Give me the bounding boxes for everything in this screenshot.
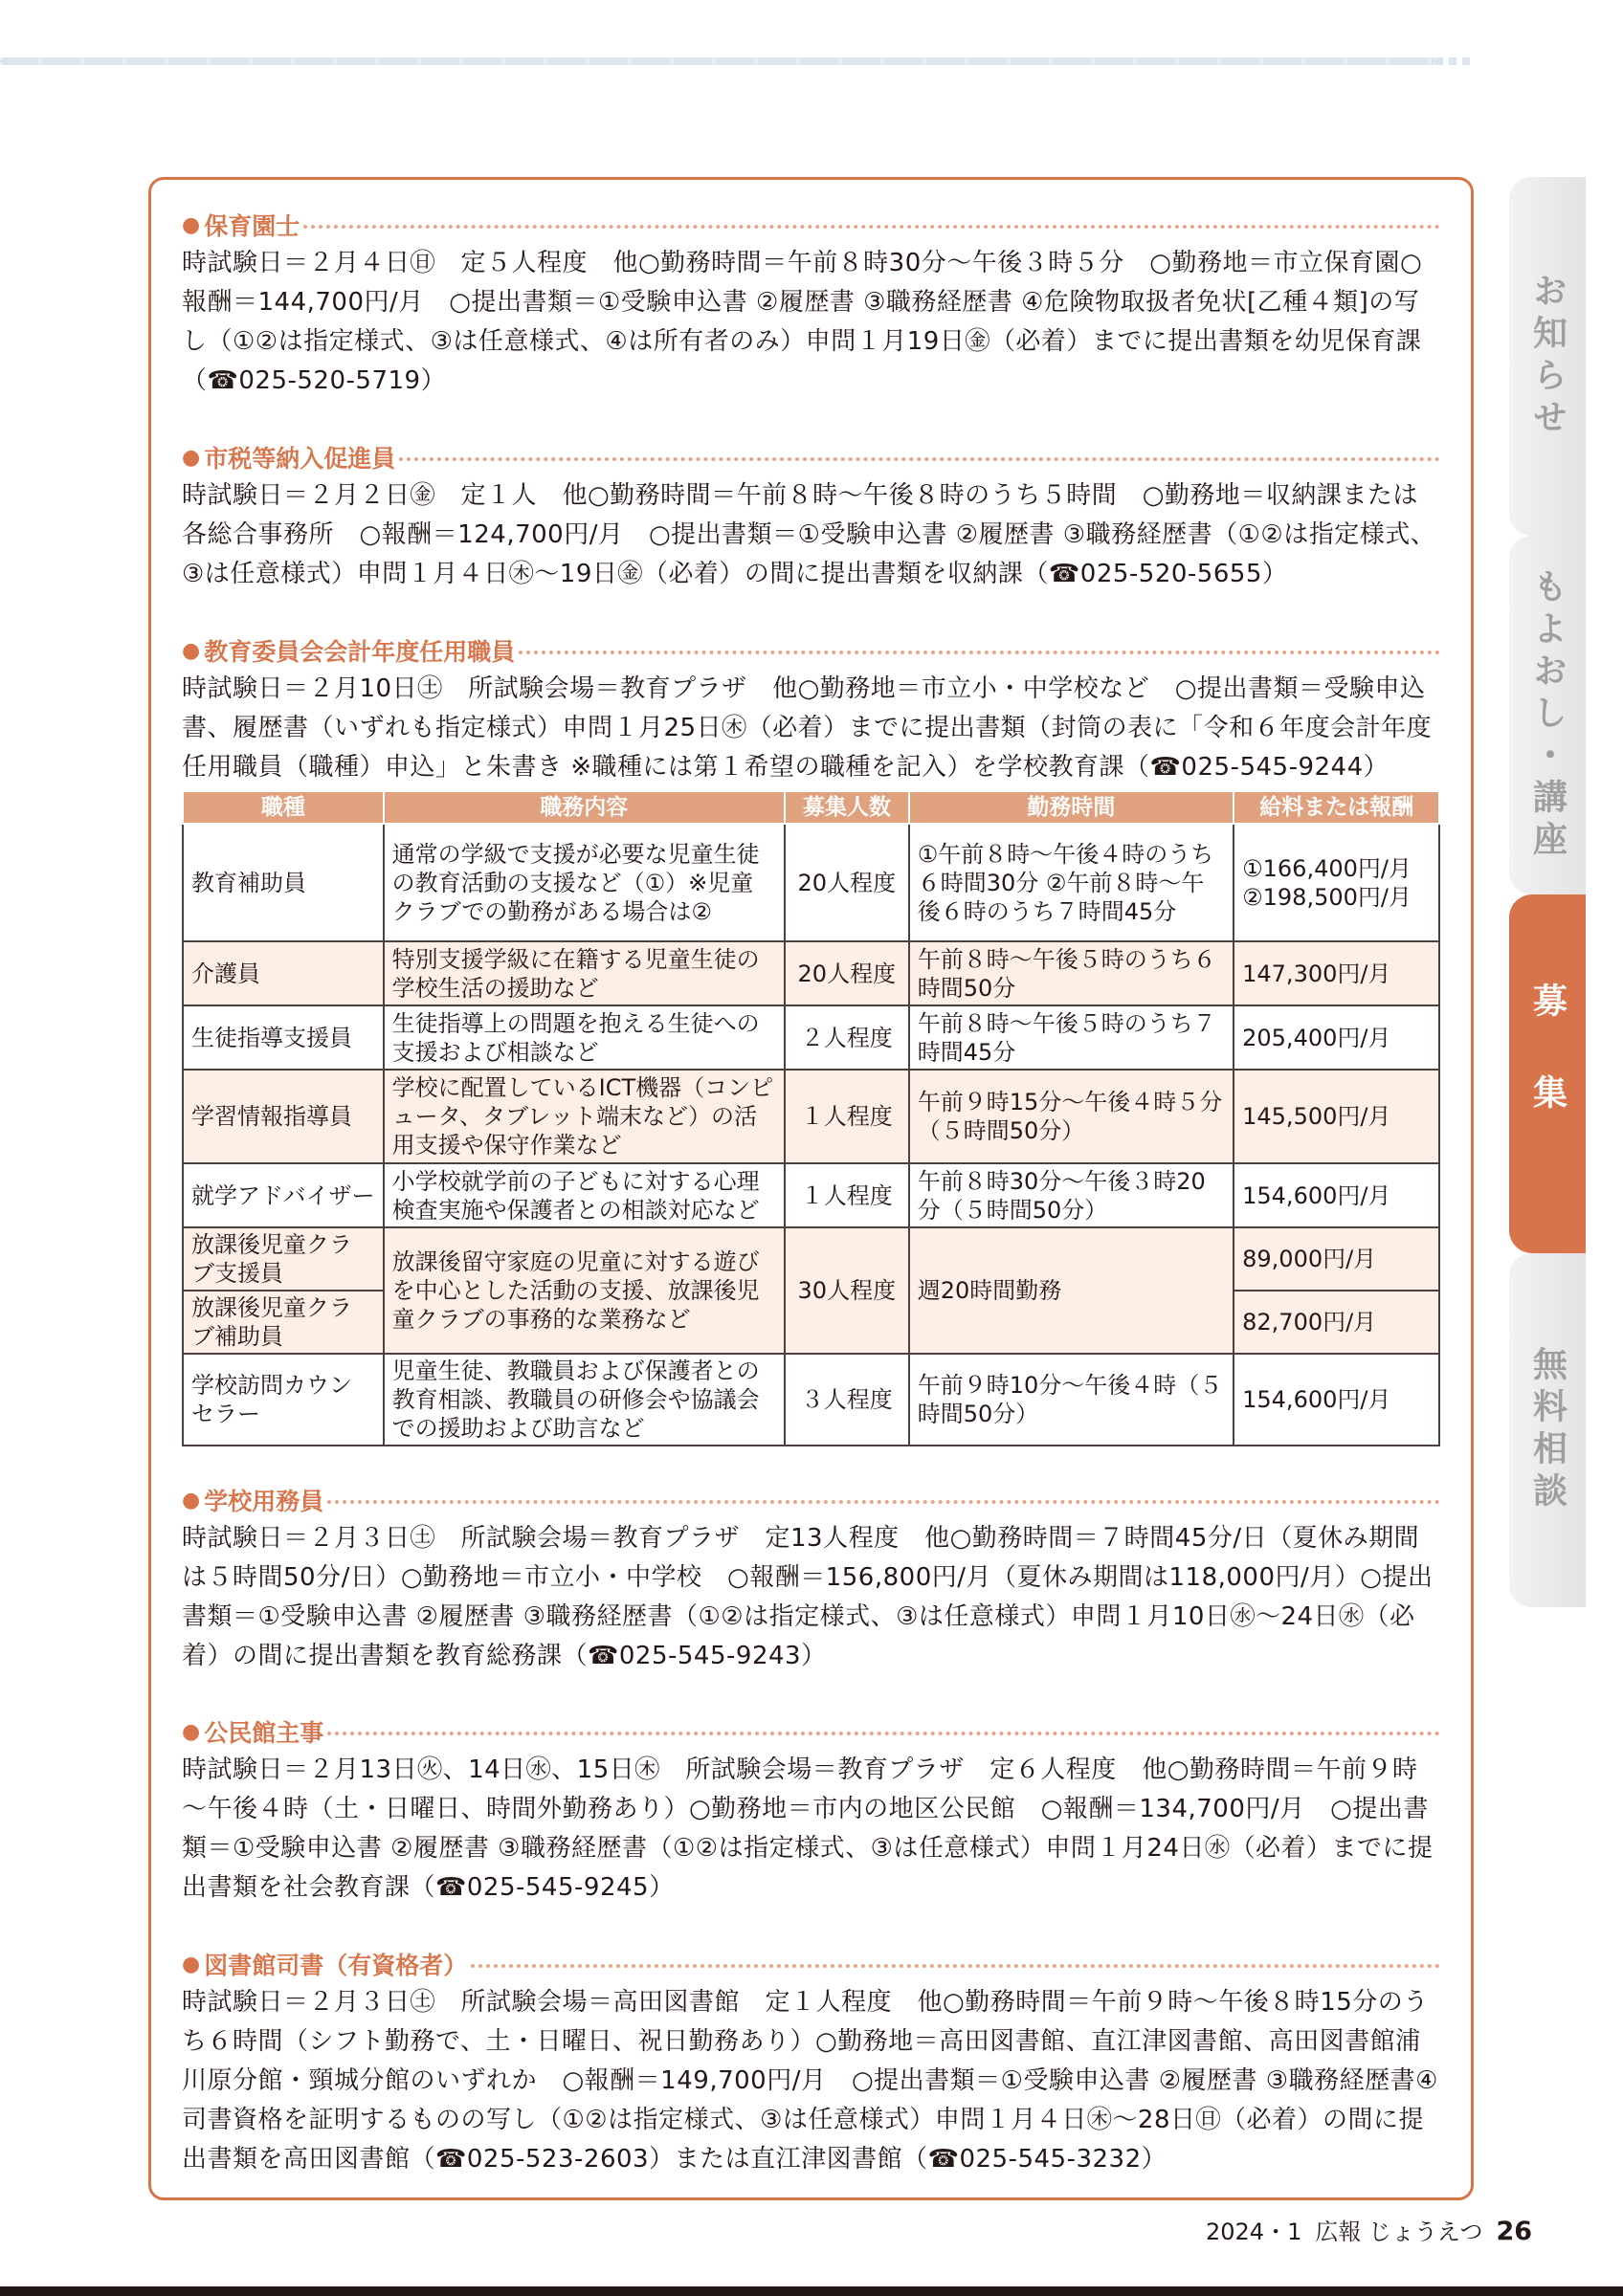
section-title: ● 教育委員会会計年度任用職員 — [182, 631, 1440, 670]
table-row: 学校訪問カウンセラー 児童生徒、教職員および保護者との教育相談、教職員の研修会や協議会での援助および助言など ３人程度 午前９時10分～午後４時（５時間50分） 154,600円/月 — [183, 1354, 1439, 1446]
page-number: 26 — [1496, 2217, 1533, 2246]
section-body: 時試験日＝２月３日㊏ 所試験会場＝高田図書館 定１人程度 他○勤務時間＝午前９時～午後８時15分のうち６時間（シフト勤務で、土・日曜日、祝日勤務あり）○勤務地＝高田図書館、直江津図書館、高田図書館浦川原分館・頸城分館のいずれか ○報酬＝149,700円/月 ○提出書類＝①受験申込書 ②履歴書 ③職務経歴書④司書資格を証明するものの写し（①②は指定様式、③は任意様式）申問１月４日㊍～28日㊐（必着）の間に提出書類を高田図書館（☎025-523-2603）または直江津図書館（☎025-545-3232） — [182, 1988, 1438, 2174]
table-row: 教育補助員 通常の学級で支援が必要な児童生徒の教育活動の支援など（①）※児童クラブでの勤務がある場合は② 20人程度 ①午前８時～午後４時のうち６時間30分 ②午前８時～午後６時のうち７時間45分 ①166,400円/月 ②198,500円/月 — [183, 824, 1439, 941]
tab-moyooshi[interactable]: もよおし・講座 — [1509, 536, 1586, 894]
bottom-bar — [0, 2286, 1623, 2296]
th-jikan: 勤務時間 — [909, 791, 1234, 824]
th-ninzu: 募集人数 — [785, 791, 909, 824]
table-row: 学習情報指導員 学校に配置しているICT機器（コンピュータ、タブレット端末など）の活用支援や保守作業など １人程度 午前９時15分～午後４時５分（５時間50分） 145,500円/月 — [183, 1070, 1439, 1163]
th-shokushu: 職種 — [183, 791, 384, 824]
section-kominkan — [182, 1712, 1440, 1908]
section-body: 時試験日＝２月２日㊎ 定１人 他○勤務時間＝午前８時～午後８時のうち５時間 ○勤務地＝収納課または各総合事務所 ○報酬＝124,700円/月 ○提出書類＝①受験申込書 ②履歴書 ③職務経歴書（①②は指定様式、③は任意様式）申問１月４日㊍～19日㊎（必着）の間に提出書類を収納課（☎025-520-5655） — [182, 481, 1436, 588]
section-title: ● 学校用務員 — [182, 1481, 1440, 1519]
section-title: ● 図書館司書（有資格者） — [182, 1945, 1440, 1983]
section-body: 時試験日＝２月13日㊋、14日㊌、15日㊍ 所試験会場＝教育プラザ 定６人程度 他○勤務時間＝午前９時～午後４時（土・日曜日、時間外勤務あり）○勤務地＝市内の地区公民館 ○報酬＝134,700円/月 ○提出書類＝①受験申込書 ②履歴書 ③職務経歴書（①②は指定様式、③は任意様式）申問１月24日㊌（必着）までに提出書類を社会教育課（☎025-545-9245） — [182, 1755, 1434, 1902]
table-row: 生徒指導支援員 生徒指導上の問題を抱える生徒への支援および相談など ２人程度 午前８時～午後５時のうち７時間45分 205,400円/月 — [183, 1005, 1439, 1070]
section-kyoiku — [182, 631, 1440, 787]
issue-date: 2024・1 — [1206, 2219, 1302, 2245]
section-body: 時試験日＝２月４日㊐ 定５人程度 他○勤務時間＝午前８時30分～午後３時５分 ○勤務地＝市立保育園○報酬＝144,700円/月 ○提出書類＝①受験申込書 ②履歴書 ③職務経歴書 ④危険物取扱者免状[乙種４類]の写し（①②は指定様式、③は任意様式、④は所有者のみ）申問１月19日㊎（必着）までに提出書類を幼児保育課（☎025-520-5719） — [182, 249, 1423, 395]
tab-boshu[interactable]: 募集 — [1509, 894, 1586, 1253]
page-footer — [1206, 2213, 1532, 2246]
section-title: ● 公民館主事 — [182, 1712, 1440, 1751]
table-row: 放課後児童クラブ支援員 放課後留守家庭の児童に対する遊びを中心とした活動の支援、放課後児童クラブの事務的な業務など 30人程度 週20時間勤務 89,000円/月 — [183, 1227, 1439, 1291]
tab-muryo-sodan[interactable]: 無料相談 — [1509, 1253, 1586, 1607]
top-rule — [0, 57, 1435, 65]
section-toshokan — [182, 1945, 1440, 2179]
table-row: 放課後児童クラブ補助員 82,700円/月 — [183, 1291, 1439, 1354]
job-table — [182, 790, 1440, 1446]
table-row: 就学アドバイザー 小学校就学前の子どもに対する心理検査実施や保護者との相談対応など １人程度 午前８時30分～午後３時20分（５時間50分） 154,600円/月 — [183, 1163, 1439, 1227]
th-naiyo: 職務内容 — [384, 791, 785, 824]
section-title: ● 市税等納入促進員 — [182, 438, 1440, 476]
section-hoikuenshi — [182, 206, 1440, 401]
section-body: 時試験日＝２月10日㊏ 所試験会場＝教育プラザ 他○勤務地＝市立小・中学校など ○提出書類＝受験申込書、履歴書（いずれも指定様式）申問１月25日㊍（必着）までに提出書類（封筒の表に「令和６年度会計年度任用職員（職種）申込」と朱書き ※職種には第１希望の職種を記入）を学校教育課（☎025-545-9244） — [182, 674, 1433, 782]
section-title: ● 保育園士 — [182, 206, 1440, 244]
section-shizei — [182, 438, 1440, 594]
table-row: 介護員 特別支援学級に在籍する児童生徒の学校生活の援助など 20人程度 午前８時～午後５時のうち６時間50分 147,300円/月 — [183, 941, 1439, 1005]
top-rule-dots — [1435, 57, 1472, 65]
th-kyuryo: 給料または報酬 — [1234, 791, 1439, 824]
section-yomuin — [182, 1481, 1440, 1676]
tab-oshirase[interactable]: お知らせ — [1509, 177, 1586, 536]
table-header-row — [183, 791, 1439, 824]
section-body: 時試験日＝２月３日㊏ 所試験会場＝教育プラザ 定13人程度 他○勤務時間＝７時間45分/日（夏休み期間は５時間50分/日）○勤務地＝市立小・中学校 ○報酬＝156,800円/月（夏休み期間は118,000円/月）○提出書類＝①受験申込書 ②履歴書 ③職務経歴書（①②は指定様式、③は任意様式）申問１月10日㊌～24日㊌（必着）の間に提出書類を教育総務課（☎025-545-9243） — [182, 1524, 1434, 1670]
publication-name: 広報 じょうえつ — [1315, 2219, 1483, 2245]
